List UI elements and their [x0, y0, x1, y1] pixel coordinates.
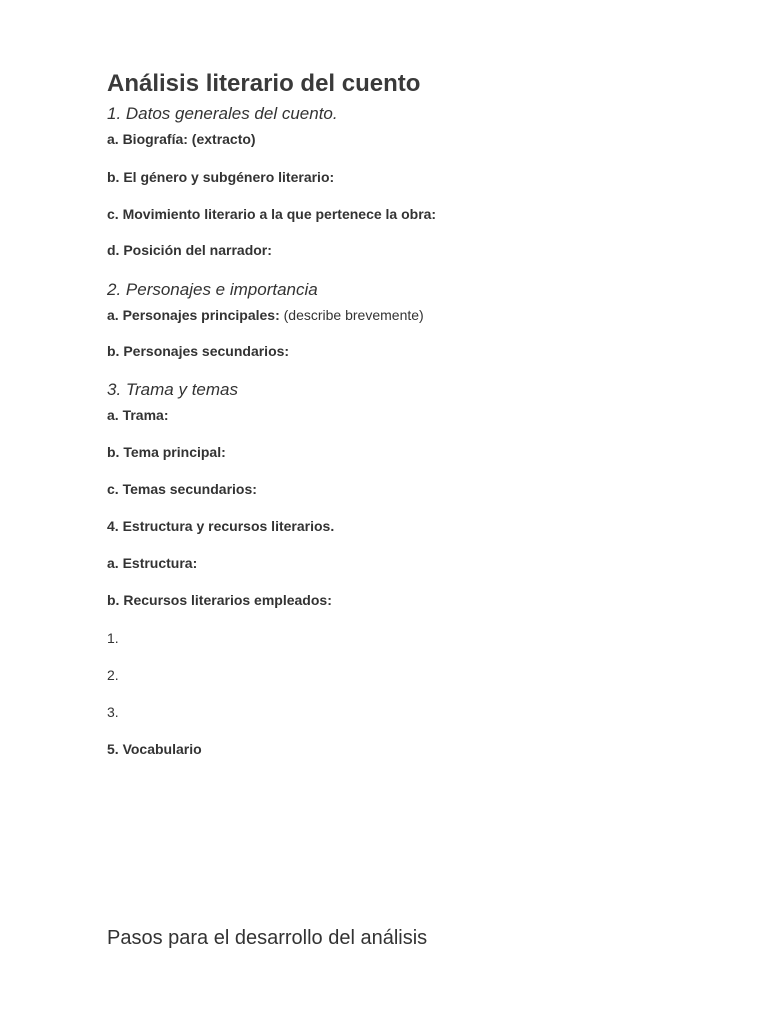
item-personajes-principales [107, 307, 424, 323]
section-4-heading: 4. Estructura y recursos literarios. [107, 518, 335, 534]
numbered-item-3: 3. [107, 704, 119, 720]
item-estructura: a. Estructura: [107, 555, 198, 571]
item-trama: a. Trama: [107, 407, 169, 423]
numbered-item-2: 2. [107, 667, 119, 683]
section-1-heading: 1. Datos generales del cuento. [107, 104, 338, 123]
item-biografia: a. Biografía: (extracto) [107, 131, 256, 147]
item-temas-secundarios: c. Temas secundarios: [107, 481, 257, 497]
section-5-heading: 5. Vocabulario [107, 741, 202, 757]
footer-heading: Pasos para el desarrollo del análisis [107, 927, 428, 949]
item-personajes-secundarios: b. Personajes secundarios: [107, 343, 290, 359]
numbered-item-1: 1. [107, 630, 119, 646]
item-narrador: d. Posición del narrador: [107, 242, 272, 258]
item-genero: b. El género y subgénero literario: [107, 169, 335, 185]
item-tema-principal: b. Tema principal: [107, 444, 226, 460]
document-title: Análisis literario del cuento [107, 70, 421, 97]
item-recursos-literarios: b. Recursos literarios empleados: [107, 592, 332, 608]
item-personajes-principales-hint: (describe brevemente) [279, 307, 424, 323]
section-3-heading: 3. Trama y temas [107, 380, 238, 399]
section-2-heading: 2. Personajes e importancia [107, 280, 318, 299]
item-movimiento: c. Movimiento literario a la que pertenece la obra: [107, 206, 437, 222]
item-personajes-principales-label: a. Personajes principales: [107, 307, 280, 323]
